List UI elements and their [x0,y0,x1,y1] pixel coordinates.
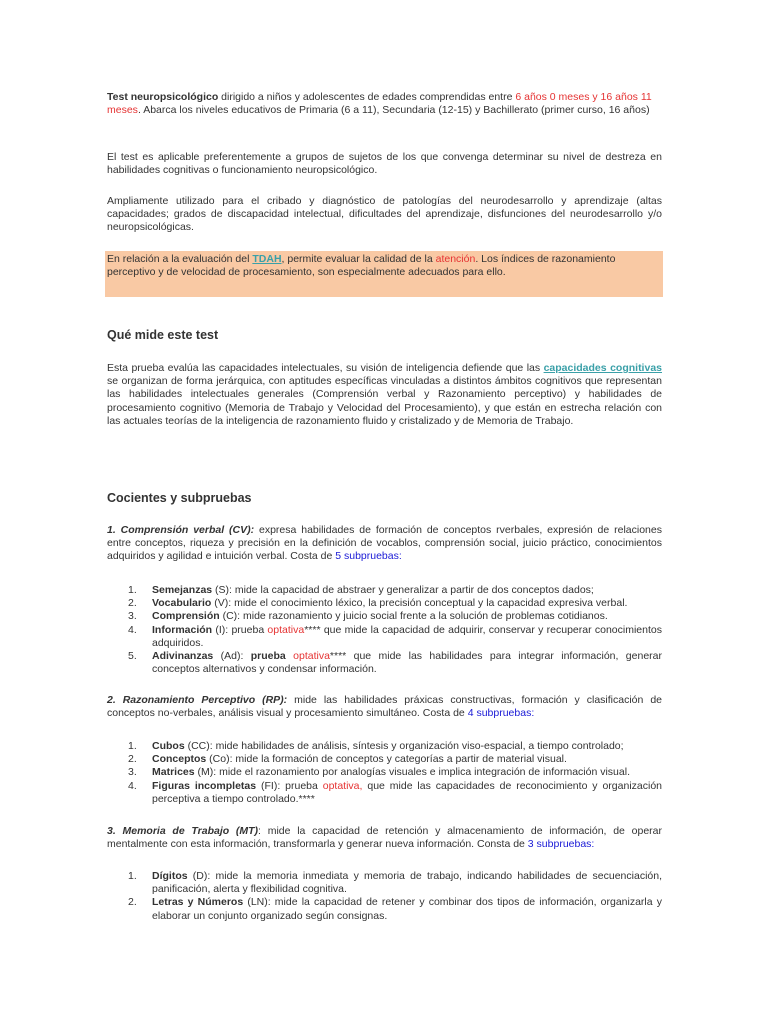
rp-title: 2. Razonamiento Perceptivo (RP): [107,694,288,706]
item-name: Dígitos [152,870,188,882]
list-item [107,896,662,922]
rp-subtests-list [107,740,662,806]
item-pre: (I): prueba [212,623,268,636]
list-item [107,624,662,650]
item-number: 2. [128,597,137,610]
item-text: (LN): mide la capacidad de retener y combinar dos tipos de información, organizarla y elaborar un conjunto organizado según consignas. [152,896,662,922]
optional-tag: optativa [285,650,330,663]
mt-title: 3. Memoria de Trabajo (MT) [107,825,259,837]
item-number: 1. [128,870,137,882]
item-text: que mide las capacidades de reconocimiento y organización perceptiva a tiempo controlado.**** [152,779,662,805]
cv-text: expresa habilidades de formación de conceptos rverbales, expresión de relaciones entre conceptos, riqueza y precisión en la definición de vocablos, comprensión social, juicio práctico, conocimientos adquiridos y agilidad e intuición verbal. Costa de [107,524,662,563]
que-mide-text: Esta prueba evalúa las capacidades intelectuales, su visión de inteligencia defiende que las [107,362,544,374]
optional-tag: optativa, [322,779,363,792]
list-item [107,597,662,610]
list-item [107,766,662,779]
usage-paragraph: Ampliamente utilizado para el cribado y diagnóstico de patologías del neurodesarrollo y aprendizaje (altas capacidades; grados de discapacidad intelectual, dificultades del aprendizaje, disfunciones del neurodesarrollo y/o neuropsicológicas. [107,195,662,234]
list-item [107,740,662,753]
item-name: Adivinanzas [152,650,214,663]
tdah-text-2: , permite evaluar la calidad de la [281,253,436,265]
section-heading-cocientes: Cocientes y subpruebas [107,491,252,505]
item-number: 3. [128,610,137,623]
item-number: 4. [128,779,137,792]
mt-paragraph [107,825,662,851]
tdah-paragraph [107,253,662,279]
item-name: Vocabulario [152,597,212,610]
item-number: 2. [128,753,137,766]
item-name: Conceptos [152,753,207,766]
item-text: **** que mide las habilidades para integrar información, generar conceptos alternativos y condensar información. [152,650,662,676]
tdah-link[interactable]: TDAH [252,253,282,265]
list-item [107,780,662,806]
item-bold: prueba [250,650,286,663]
item-name: Letras y Números [152,896,244,909]
attention-word: atención [435,253,476,265]
item-name: Semejanzas [152,584,213,596]
age-range: 6 años 0 meses y 16 años 11 meses [107,91,652,117]
cv-count: 5 subpruebas: [335,550,402,563]
que-mide-text-2: se organizan de forma jerárquica, con aptitudes específicas vinculadas a distintos ámbitos cognitivos que representan las habilidades intelectuales generales (Comprensión verbal y Razonamiento perceptivo) y habilidades de procesamiento cognitivo (Memoria de Trabajo y Velocidad del Procesamiento), y que están en estrecha relación con las actuales teorías de la inteligencia de razonamiento fluido y cristalizado y de Memoria de Trabajo. [107,375,662,427]
cv-paragraph [107,524,662,564]
intro-text-2: . Abarca los niveles educativos de Primaria (6 a 11), Secundaria (12-15) y Bachillerato (primer curso, 16 años) [137,104,650,117]
mt-count: 3 subpruebas: [527,838,595,851]
list-item [107,584,662,597]
item-text: (M): mide el razonamiento por analogías visuales e implica integración de información visual. [194,766,630,779]
item-pre: (FI): prueba [256,779,323,792]
item-text: (CC): mide habilidades de análisis, síntesis y organización viso-espacial, a tiempo controlado; [184,740,624,752]
intro-title: Test neuropsicológico [107,91,219,103]
item-name: Matrices [152,766,195,779]
item-pre: (Ad): [213,650,251,663]
item-number: 5. [128,650,137,663]
que-mide-paragraph [107,362,662,428]
intro-paragraph [107,91,662,117]
item-number: 2. [128,896,137,909]
item-text: (S): mide la capacidad de abstraer y generalizar a partir de dos conceptos dados; [212,584,594,596]
item-name: Figuras incompletas [152,779,257,792]
mt-text: : mide la capacidad de retención y almacenamiento de información, de operar mentalmente con esta información, transformarla y generar nueva información. Consta de [107,825,662,851]
optional-tag: optativa [267,623,305,636]
rp-text: mide las habilidades práxicas constructivas, formación y clasificación de conceptos no-verbales, análisis visual y procesamiento simultáneo. Costa de [107,694,662,720]
intro-text: dirigido a niños y adolescentes de edades comprendidas entre [218,91,516,103]
item-text: (C): mide razonamiento y juicio social frente a la solución de problemas cotidianos. [219,610,608,623]
item-name: Cubos [152,740,185,752]
mt-subtests-list [107,870,662,923]
cv-title: 1. Comprensión verbal (CV): [107,524,255,536]
list-item [107,870,662,896]
tdah-text: En relación a la evaluación del [107,253,253,265]
item-text: (Co): mide la formación de conceptos y categorías a partir de material visual. [206,753,567,766]
item-text: (D): mide la memoria inmediata y memoria de trabajo, indicando habilidades de secuenciación, panificación, alerta y flexibilidad cognitiva. [152,870,662,896]
list-item [107,650,662,676]
cv-subtests-list [107,584,662,676]
list-item [107,753,662,766]
section-heading-que-mide: Qué mide este test [107,328,219,342]
item-number: 3. [128,766,137,779]
rp-paragraph [107,694,662,720]
item-number: 1. [128,740,137,752]
applicability-paragraph: El test es aplicable preferentemente a grupos de sujetos de los que convenga determinar su nivel de destreza en habilidades cognitivas o funcionamiento neuropsicológico. [107,151,662,177]
item-name: Información [152,623,213,636]
capacidades-cognitivas-link[interactable]: capacidades cognitivas [543,362,662,374]
item-text: (V): mide el conocimiento léxico, la precisión conceptual y la capacidad expresiva verbal. [211,597,628,610]
item-number: 1. [128,584,137,596]
tdah-text-3: . Los índices de razonamiento perceptivo y de velocidad de procesamiento, son especialmente adecuados para ello. [107,253,616,279]
rp-count: 4 subpruebas: [467,707,535,720]
item-text: **** que mide la capacidad de adquirir, conservar y recuperar conocimientos adquiridos. [152,623,662,649]
item-number: 4. [128,623,137,636]
item-name: Comprensión [152,610,220,623]
list-item [107,610,662,623]
